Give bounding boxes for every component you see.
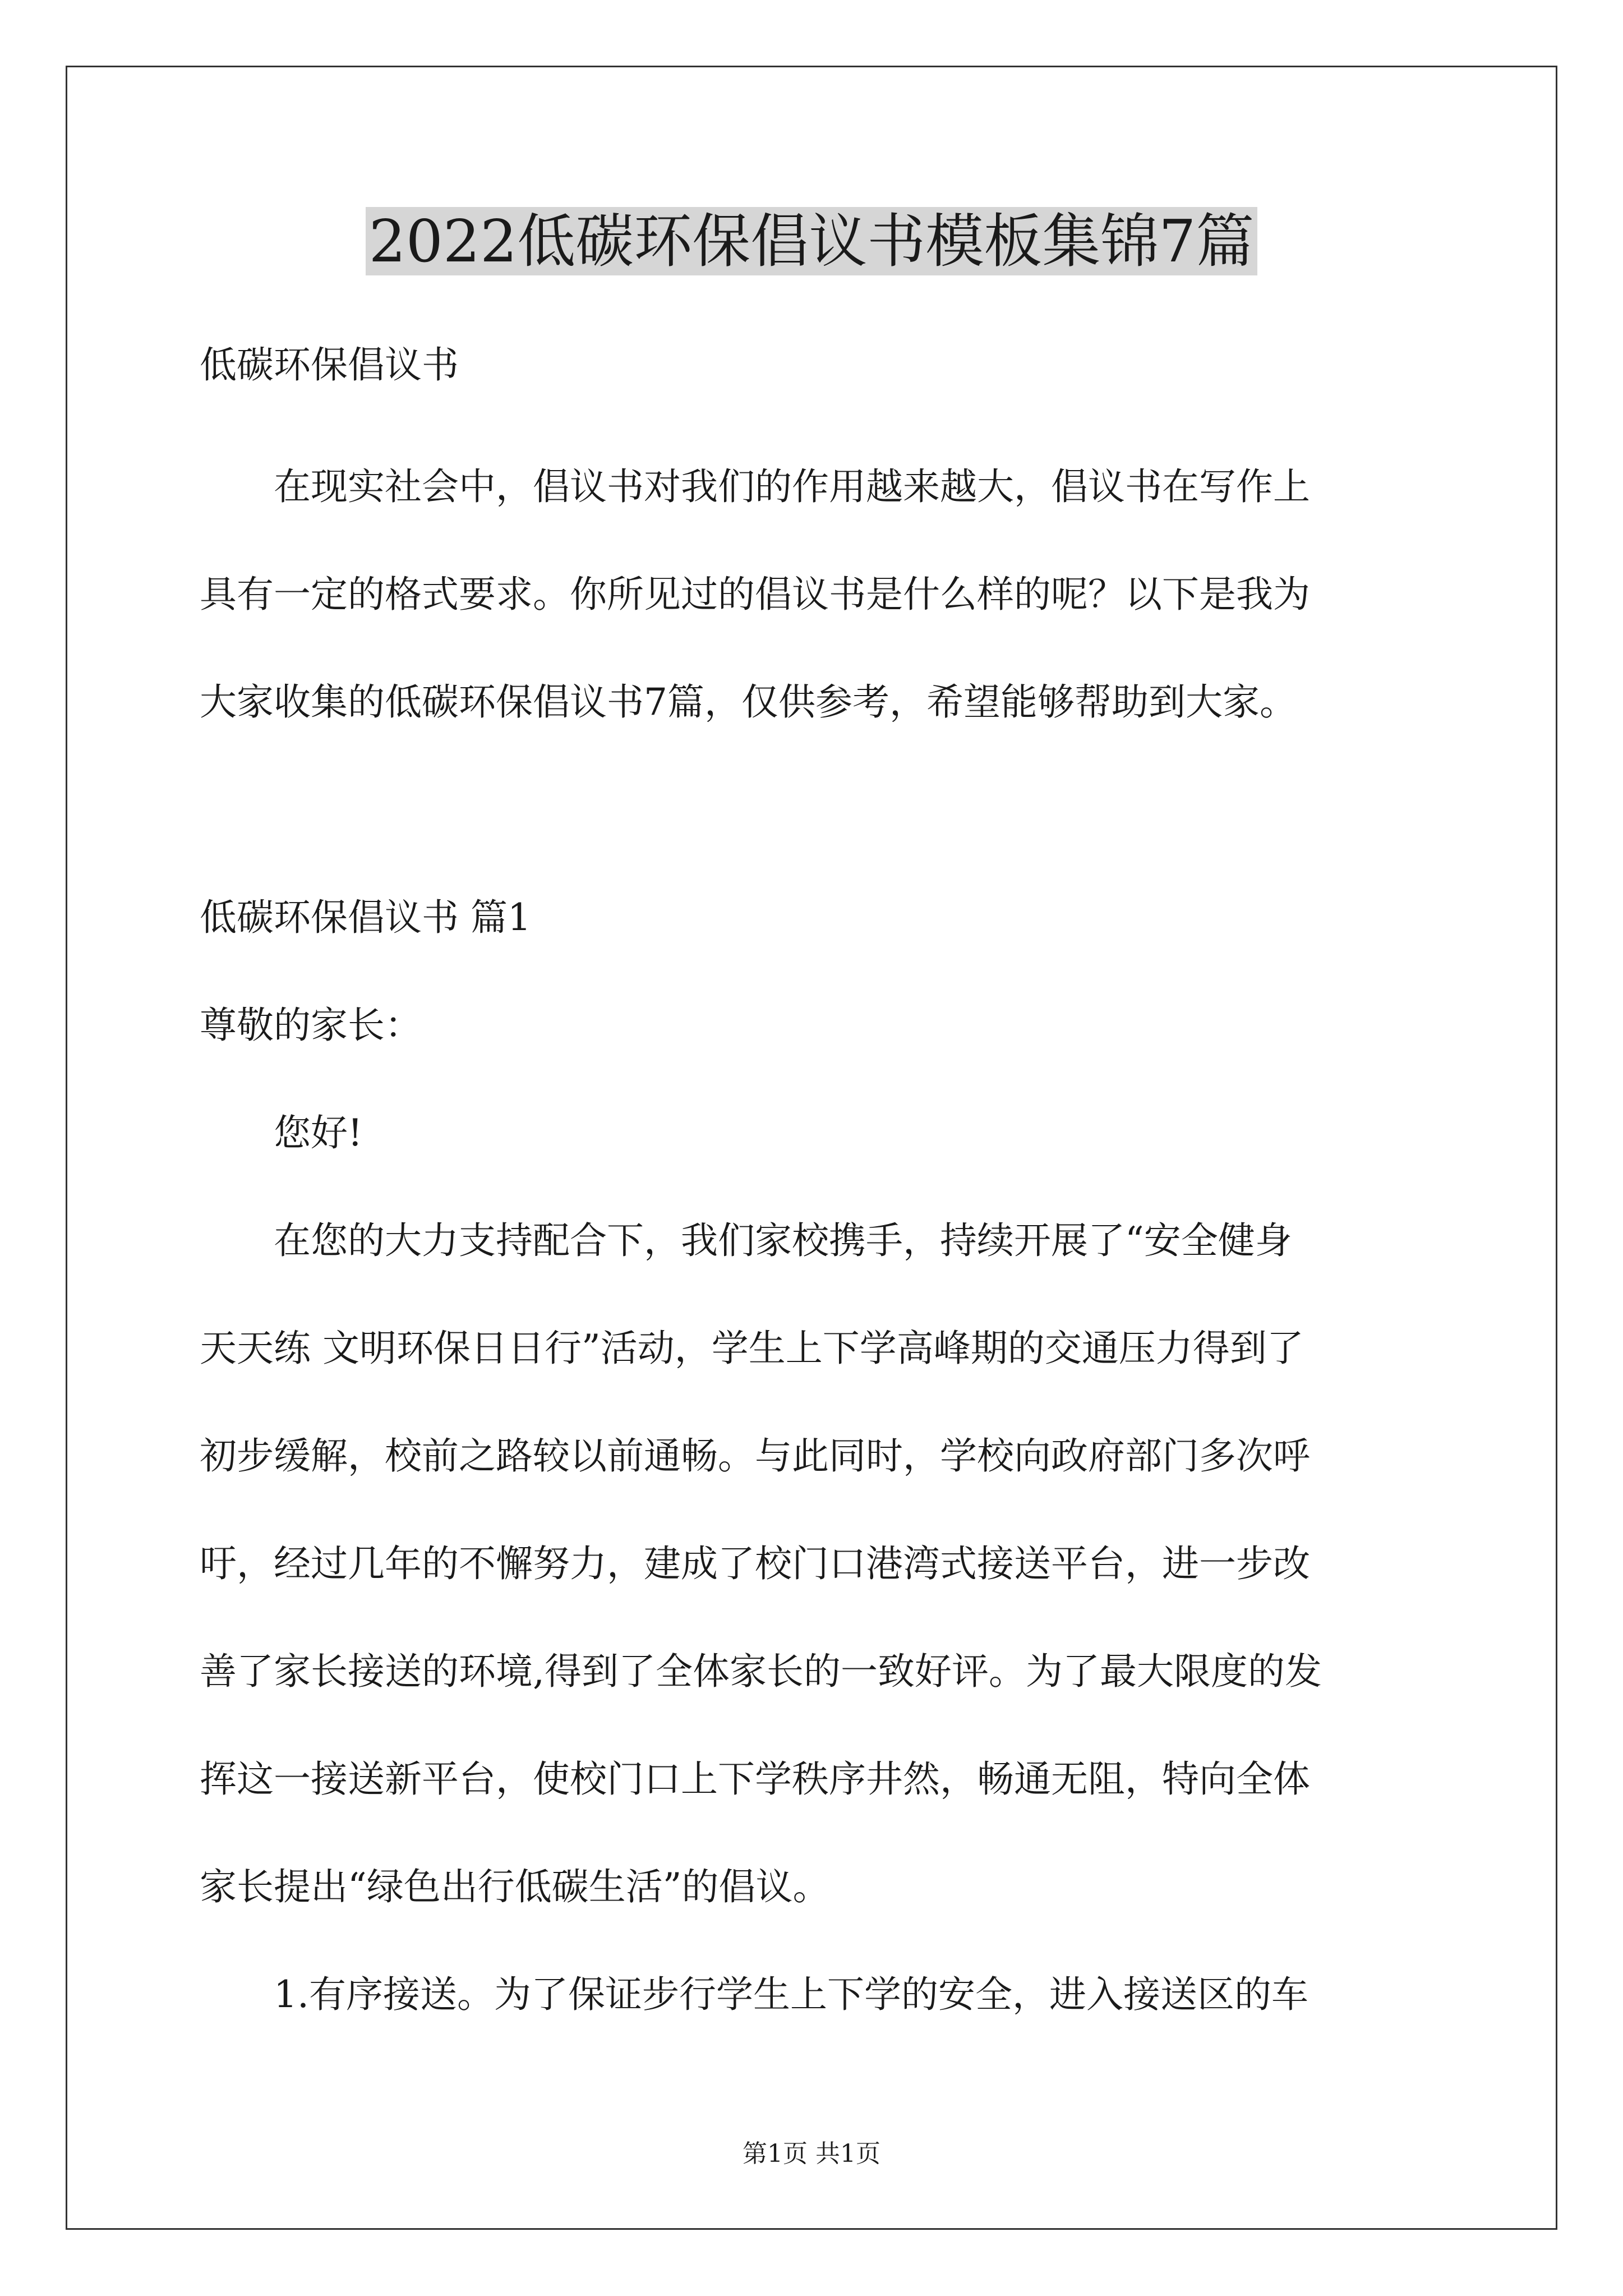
body-line-3: 初步缓解，校前之路较以前通畅。与此同时，学校向政府部门多次呼 [200, 1434, 1310, 1478]
body-line-5: 善了家长接送的环境,得到了全体家长的一致好评。为了最大限度的发 [200, 1650, 1322, 1693]
body-line-4: 吁，经过几年的不懈努力，建成了校门口港湾式接送平台，进一步改 [200, 1542, 1310, 1585]
intro-paragraph [200, 433, 1433, 756]
intro-heading-block [200, 311, 1433, 419]
intro-line-3: 大家收集的低碳环保倡议书7篇，仅供参考，希望能够帮助到大家。 [200, 680, 1297, 724]
intro-line-2: 具有一定的格式要求。你所见过的倡议书是什么样的呢？以下是我为 [200, 573, 1310, 616]
document-title [0, 199, 1623, 283]
body-line-7: 家长提出“绿色出行低碳生活”的倡议。 [200, 1865, 830, 1908]
body-line-1: 在您的大力支持配合下，我们家校携手，持续开展了“安全健身 [274, 1219, 1292, 1262]
greeting: 您好! [274, 1111, 363, 1154]
intro-line-1: 在现实社会中，倡议书对我们的作用越来越大，倡议书在写作上 [274, 465, 1310, 508]
section1-heading: 低碳环保倡议书 篇1 [200, 896, 531, 939]
item-1: 1.有序接送。为了保证步行学生上下学的安全，进入接送区的车 [274, 1973, 1308, 2016]
body-line-6: 挥这一接送新平台，使校门口上下学秩序井然，畅通无阻，特向全体 [200, 1757, 1310, 1801]
intro-heading: 低碳环保倡议书 [200, 343, 459, 386]
page-footer: 第1页 共1页 [743, 2139, 880, 2168]
document-title-text: 2022低碳环保倡议书模板集锦7篇 [366, 207, 1258, 275]
salutation: 尊敬的家长： [200, 1004, 422, 1047]
section1-block [200, 864, 1433, 2049]
body-line-2: 天天练 文明环保日日行”活动，学生上下学高峰期的交通压力得到了 [200, 1327, 1304, 1370]
